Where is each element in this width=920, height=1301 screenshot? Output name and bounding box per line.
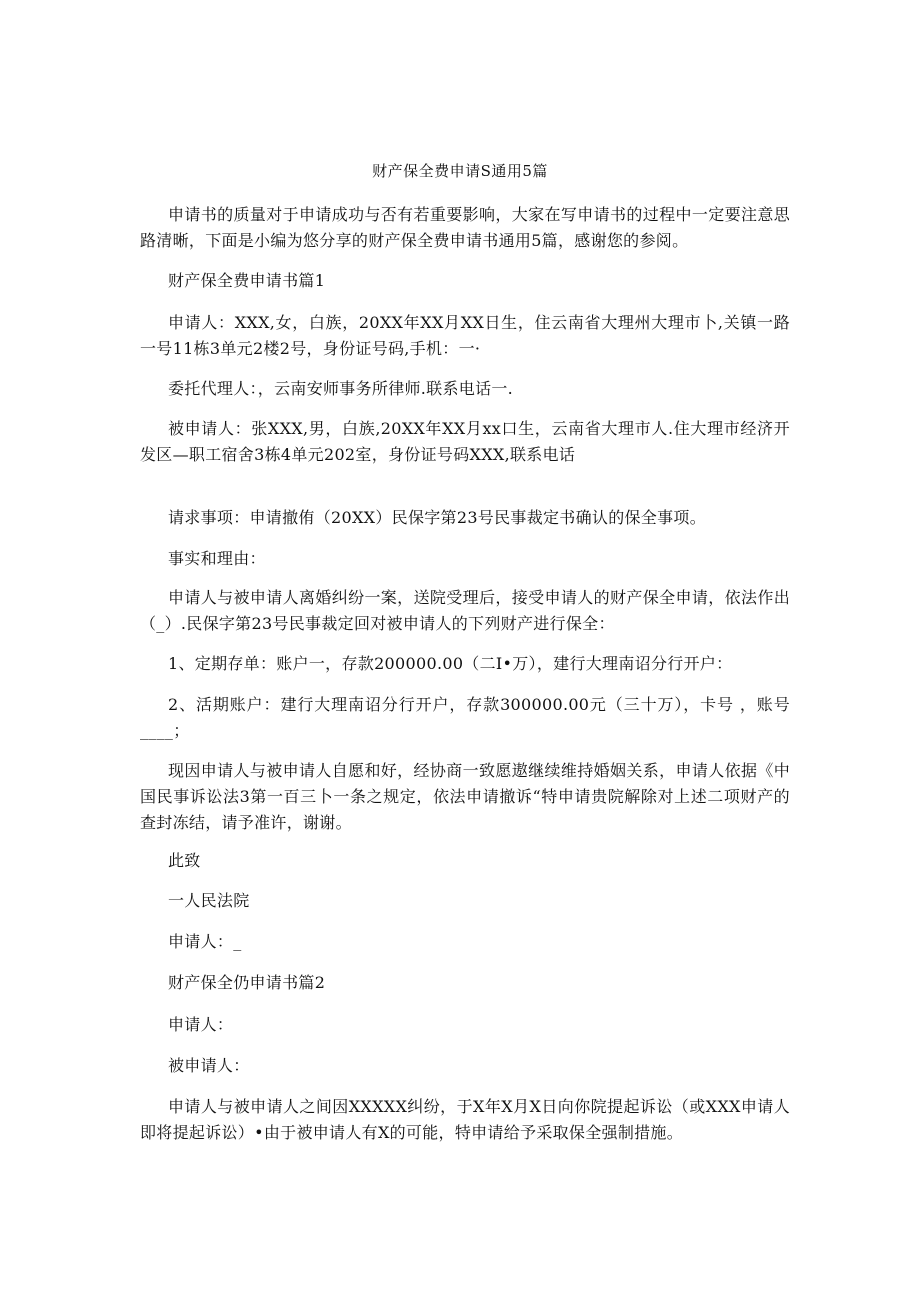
s2-applicant-line: 申请人： bbox=[168, 1015, 234, 1034]
request-line: 请求事项：申请撤侑（20XX）民保字第23号民事裁定书确认的保全事项。 bbox=[168, 508, 707, 527]
court-line: 一人民法院 bbox=[168, 891, 250, 910]
reason-paragraph: 现因申请人与被申请人自愿和好，经协商一致愿遨继续维持婚姻关系，申请人依据《中国民事诉讼法3第一百三卜一条之规定，依法申请撤诉“特申请贵院解除对上述二项财产的查封冻结，请予准许，谢谢。 bbox=[140, 761, 790, 832]
signature-line: 申请人：_ bbox=[168, 932, 242, 951]
closing-line: 此致 bbox=[168, 851, 201, 870]
item2-paragraph: 2、活期账户：建行大理南诏分行开户，存款300000.00元（三十万），卡号 ，账号____； bbox=[140, 695, 790, 740]
section2-heading: 财产保全仍申请书篇2 bbox=[168, 973, 326, 992]
item1-line: 1、定期存单：账户一，存款200000.00（二I•万），建行大理南诏分行开户： bbox=[168, 654, 733, 673]
s2-body-paragraph: 申请人与被申请人之间因XXXXX纠纷，于X年X月X日向你院提起诉讼（或XXX申请人即将提起诉讼）•由于被申请人有X的可能，特申请给予采取保全强制措施。 bbox=[140, 1097, 790, 1142]
applicant-paragraph: 申请人：XXX,女，白族，20XX年XX月XX日生，住云南省大理州大理市卜,关镇一路一号11栋3单元2楼2号，身份证号码,手机：一· bbox=[140, 313, 790, 358]
agent-line: 委托代理人：，云南安师事务所律师.联系电话一. bbox=[168, 379, 514, 398]
respondent-paragraph: 被申请人：张XXX,男，白族,20XX年XX月xx口生，云南省大理市人.住大理市经济开发区—职工宿舍3栋4单元202室，身份证号码XXX,联系电话 bbox=[140, 419, 790, 464]
facts-heading: 事实和理由： bbox=[168, 549, 266, 568]
document-title: 财产保全费申请S通用5篇 bbox=[372, 162, 548, 180]
intro-paragraph: 申请书的质量对于申请成功与否有若重要影响，大家在写申请书的过程中一定要注意思路清晰，下面是小编为悠分享的财产保全费申请书通用5篇，感谢您的参阅。 bbox=[140, 205, 790, 250]
facts-paragraph: 申请人与被申请人离婚纠纷一案，送院受理后，接受申请人的财产保全申请，依法作出（_）.民保字第23号民事裁定回对被申请人的下列财产进行保全： bbox=[140, 588, 790, 633]
s2-respondent-line: 被申请人： bbox=[168, 1056, 250, 1075]
section1-heading: 财产保全费申请书篇1 bbox=[168, 271, 326, 290]
